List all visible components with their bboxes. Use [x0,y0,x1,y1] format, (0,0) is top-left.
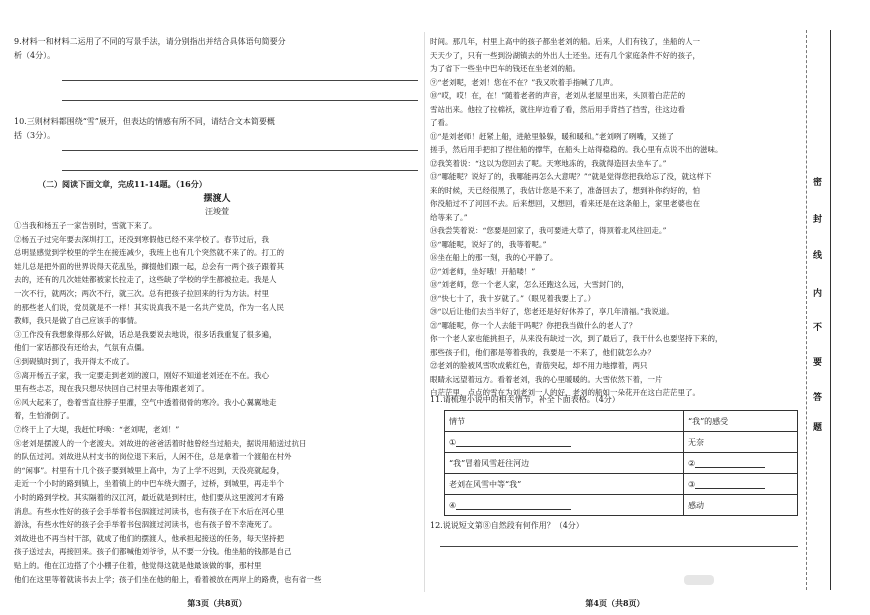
seal-char: 题 [813,423,823,433]
q11-table [444,410,798,516]
story-line: ⑫我笑着说：“这以为您回去了呢。天寒地冻的，我就得造回去坐车了。” [430,158,667,168]
table-header-feeling: “我”的感受 [684,411,798,432]
q9-answer-line[interactable] [62,100,418,101]
answer-blank-4[interactable] [456,500,571,510]
story-line: 了看。 [430,118,453,127]
table-row [445,432,798,453]
story-line: 一次不行，就两次；两次不行，就三次。总有把孩子拉回来的行为方法。村里 [14,289,269,298]
story-line: 眼睛永远望着远方。看着老刘，我的心里暖暖的。大雪依然下着，一片 [430,374,663,384]
table-cell: 无奈 [684,432,798,453]
story-line: 给等来了。” [430,212,468,222]
q12-prompt: 12.说说短文第⑧自然段有何作用？（4分） [430,521,584,530]
page-number-left: 第3页（共8页） [187,598,247,608]
left-page [14,0,420,615]
story-line: ⑯坐在船上的那一刻，我的心平静了。 [430,253,558,262]
story-line: ⑱“刘老师，您一个老人家，怎么还跑这么远，大雪封门的， [430,280,629,289]
seal-char: 要 [813,358,823,368]
story-line: 消息。有些水性好的孩子会手举着书包泅渡过河读书，也有孩子在下水后在河心里 [14,506,284,516]
story-line: 着，生怕滑倒了。 [14,411,74,421]
seal-char: 封 [813,215,823,225]
story-line: ④到砚镇时到了，我开得太不成了。 [14,357,134,366]
story-title: 摆渡人 [203,194,231,204]
q9-line-1: 9.材料一和材料二运用了不同的写景手法，请分别指出并结合具体语句简要分 [14,37,286,46]
story-author: 汪竣萱 [205,207,229,216]
story-line: ⑤离开杨五子家，我一定要走到老刘的渡口，刚好不知道老刘还在不在。我心 [14,370,269,380]
table-cell: ① [449,438,457,447]
story-line: 孩子送过去，再接回来。孩子们都喊他刘爷爷，从不要一分钱。他坐船的钱都是自己 [14,547,292,557]
story-line: ㉑“哪能呢，你一个人去能干吗呢？你把我当做什么的老人了？ [430,320,637,330]
seal-char: 线 [813,251,823,261]
q9-answer-line[interactable] [62,80,418,81]
table-cell: “我”冒着风雪赶往河边 [445,453,684,474]
q10-line-2: 括（3分）。 [14,131,56,140]
q10-line-1: 10.三则材料都围绕“雪”展开，但表达的情感有所不同，请结合文本简要概 [14,117,275,126]
story-line: 白茫茫里，点点的雪在为刘老刘一人的好，老刘的船如一朵花开在这白茫茫里了。 [430,388,700,397]
page-number-right: 第4页（共8页） [585,598,645,608]
story-line: ⑨“老刘呢，老刘！您在不在？”我又吹着手指喊了几声。 [430,77,618,87]
seal-line-dashed [806,30,807,590]
story-line: ⑳“以后让他们去当半好了，您老还是好好休养了，享几年清福。”我说道。 [430,307,674,316]
story-line: 他们一家话都没有还给去，气氛有点僵。 [14,343,149,353]
table-row [445,495,798,516]
page-divider [424,32,425,592]
story-line: ③工作没有我想象得那么好做，话总是我要说去地说，很多话我重复了很多遍， [14,329,277,339]
q9-line-2: 析（4分）。 [14,51,56,60]
story-line: 总明显感觉到学校里的学生在接连减少，我班上也有几个突然就不来了的。打工的 [14,248,284,258]
story-line: 那些孩子们，他们都是等着我的，我要是一不来了，他们就怎么办？ [430,347,655,357]
story-line: ⑥风大起来了，卷着雪直往脖子里灌，空气中透着彻骨的寒冷。我小心翼翼地走 [14,397,277,407]
story-line: ㉒老刘的脸被风雪吹成紫红色，青筋突起，却不用力地撑着，两只 [430,361,648,370]
story-line: 时间。那几年，村里上高中的孩子都坐老刘的船。后来，人们有钱了，坐船的人一 [430,37,700,46]
story-line: 教师，我只是做了自己应该手的事情。 [14,316,142,326]
story-line: 娃儿总是把外面的世界说得天花乱坠，撺掇他们跟一起，总会有一两个孩子跟着其 [14,261,284,271]
story-line: ⑮“哪能呢，说好了的，我等着呢。” [430,239,547,249]
seal-char: 密 [813,178,823,188]
story-line: ①当我和杨五子一家告别时，雪就下来了。 [14,221,157,230]
right-page [430,0,800,615]
table-row [445,474,798,495]
story-line: 游泳，有些水性好的孩子会手举着书包泅渡过河读书，也有孩子曾不幸淹死了。 [14,520,277,530]
seal-char: 内 [813,289,823,299]
table-row [445,453,798,474]
story-line: ⑪“是刘老师！赶紧上船，进舱里躲躲，暖和暖和。”老刘咧了咧嘴，又搓了 [430,131,674,141]
story-line: ⑬“哪能呢？说好了的，我哪能再怎么大意呢？”“就是觉得您把我给忘了没，就这样下 [430,172,712,181]
seal-char: 答 [813,393,823,403]
table-cell: ④ [449,501,457,510]
story-line: 小时的路到学校。其实隔着的汉江河，最近就是到村庄，他们要从这里渡河才有路 [14,493,284,502]
story-line: ⑩“哎，哎！在，在！”随着老者的声音，老刘从老屋里出来，头顶着白茫茫的 [430,91,686,100]
story-line: 的队伍过河。刘故进从村支书的岗位退下来后，人闲不住，总是拿着一个渡船在村外 [14,452,292,462]
q10-answer-line[interactable] [62,170,418,171]
answer-blank-1[interactable] [456,437,571,447]
table-cell: 感动 [684,495,798,516]
story-line: 刘故进也不再当村干部，就成了他们的摆渡人，他承担起接送的任务，每天坚持把 [14,533,284,543]
table-cell: 老刘在风雪中等“我” [445,474,684,495]
answer-blank-3[interactable] [695,479,765,489]
story-line: 的“闲事”。村里有十几个孩子要到城里上高中，为了上学不迟到，天没亮就起身， [14,465,285,475]
story-line: 里有些忐忑，现在我只想尽快回自己村里去等他跟老刘了。 [14,384,209,394]
story-line: 贴上的。他在江边搭了个小棚子住着，他觉得这就是他最该做的事，那村里 [14,561,262,570]
answer-blank-2[interactable] [695,458,765,468]
section2-heading: （二）阅读下面文章，完成11-14题。（16分） [38,179,207,189]
story-line: 他们在这里等着就读书去上学；孩子们坐在他的船上，看着被放在两岸上的路费，也有省一些 [14,574,322,584]
faded-stamp [684,575,714,585]
story-line: 去的，还有的几次娃娃都被家长拉走了，这些缺了学校的学生都被拉走。我是人 [14,275,277,285]
story-line: 你没船过不了河回不去。后来想回，又想回，看来还是在这条船上，家里老婆也在 [430,199,700,208]
table-header-plot: 情节 [445,411,684,432]
seal-char: 不 [813,323,823,333]
story-line: ⑧老刘是摆渡人的一个老渡夫。刘故进的爸爸活着时他曾经当过船夫，据说用船送过抗日 [14,438,307,448]
story-line: 走近一个小时的路到镇上，坐着镇上的中巴车绕大圈子，过桥，到城里，再走半个 [14,479,284,489]
story-line: ⑦终于上了大堤，我赶忙呼唤：“老刘呢，老刘！” [14,425,180,434]
story-line: 来的时候，天已经很黑了，我估计您是不来了，准备回去了，想到补你约好的，怕 [430,185,700,195]
q12-answer-line[interactable] [440,546,798,547]
story-line: ⑲“快七十了，我十岁就了。”（眼见着我要上了。） [430,293,596,303]
story-line: 雪站出来。他拉了拉棉袄，就往岸边看了看，然后用手背挡了挡雪，往这边看 [430,104,685,114]
story-line: ②杨五子过完年要去深圳打工，还没到寒假他已经不来学校了。春节过后，我 [14,234,269,244]
seal-line-solid [830,30,831,590]
story-line: 的那些老人们说，党员就是不一样！其实说真我不是一名共产党员，作为一名人民 [14,302,284,312]
table-cell: ③ [688,480,696,489]
q10-answer-line[interactable] [62,150,418,151]
story-line: ⑭我尝笑着说：“您要是回家了，我可要进大草了，得顶着北风往回走。” [430,226,667,235]
story-line: 天天少了，只有一些到汾湖镇去的外出人士还坐。还有几个家庭条件不好的孩子， [430,50,700,60]
story-line: 你一个老人家也能挑担子，从来没有缺过一次，到了最后了，我干什么也要坚持下来的， [430,334,723,343]
story-line: ⑰“刘老师，坐好哦！开船喽！” [430,266,536,276]
table-cell: ② [688,459,696,468]
q11-prompt: 11.请梳理小说中的相关情节，补全下面表格。（4分） [430,395,620,404]
story-line: 为了省下一些坐中巴车的钱还在坐老刘的船。 [430,64,580,73]
story-line: 搓手，然后用手把扣了捏住船的撑竿，在船头上站得稳稳的。我心里有点说不出的滋味。 [430,145,723,154]
